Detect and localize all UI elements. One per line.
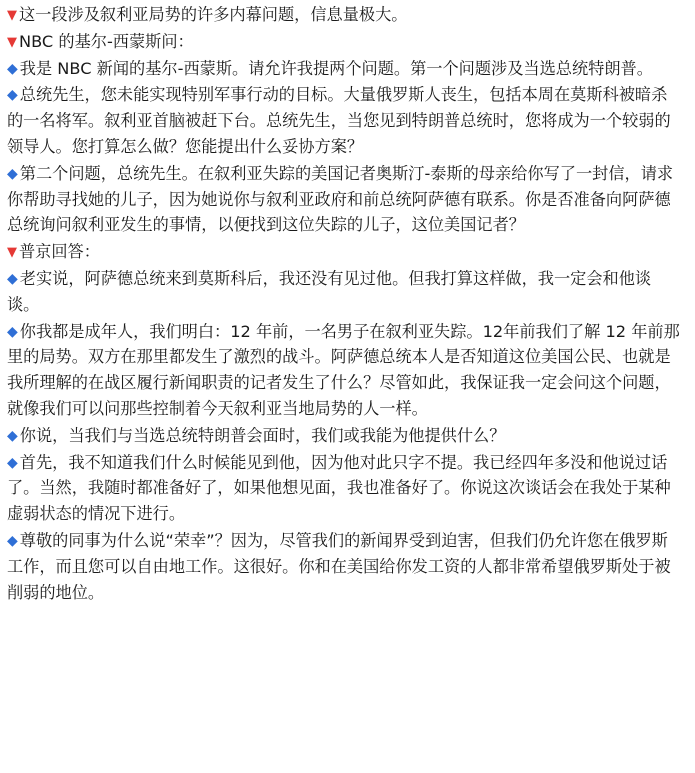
- paragraph-answer-5: [7, 528, 683, 605]
- paragraph-question-2: [7, 82, 683, 159]
- paragraph-text: 你说，当我们与当选总统特朗普会面时，我们或我能为他提供什么？: [19, 425, 506, 445]
- blue-diamond-icon: ◆: [7, 270, 18, 287]
- paragraph-text: 普京回答：: [19, 242, 100, 262]
- paragraph-intro: [7, 2, 683, 28]
- paragraph-question-3: [7, 161, 683, 238]
- paragraph-answer-heading: [7, 239, 683, 265]
- paragraph-text: 首先，我不知道我们什么时候能见到他，因为他对此只字不提。我已经四年多没和他说过话了。当然，我随时都准备好了，如果他想见面，我也准备好了。你说这次谈话会在我处于某种虚弱状态的情况下进行。: [7, 452, 671, 524]
- blue-diamond-icon: ◆: [7, 87, 18, 104]
- blue-diamond-icon: ◆: [7, 165, 18, 182]
- blue-diamond-icon: ◆: [7, 323, 18, 340]
- paragraph-text: 总统先生，您未能实现特别军事行动的目标。大量俄罗斯人丧生，包括本周在莫斯科被暗杀的一名将军。叙利亚首脑被赶下台。总统先生，当您见到特朗普总统时，您将成为一个较弱的领导人。您打算怎么做？您能提出什么妥协方案？: [7, 85, 671, 156]
- blue-diamond-icon: ◆: [7, 454, 18, 471]
- blue-diamond-icon: ◆: [7, 427, 18, 444]
- paragraph-answer-2: [7, 319, 683, 422]
- paragraph-answer-3: [7, 423, 683, 449]
- paragraph-text: 老实说，阿萨德总统来到莫斯科后，我还没有见过他。但我打算这样做，我一定会和他谈谈。: [7, 268, 652, 314]
- paragraph-text: 第二个问题，总统先生。在叙利亚失踪的美国记者奥斯汀-泰斯的母亲给你写了一封信，请求你帮助寻找她的儿子，因为她说你与叙利亚政府和前总统阿萨德有联系。你是否准备向阿萨德总统询问叙利亚发生的事情，以便找到这位失踪的儿子，这位美国记者？: [7, 163, 674, 235]
- red-triangle-down-icon: ▼: [7, 34, 17, 50]
- paragraph-text: 我是 NBC 新闻的基尔-西蒙斯。请允许我提两个问题。第一个问题涉及当选总统特朗普。: [19, 58, 653, 78]
- blue-diamond-icon: ◆: [7, 60, 18, 77]
- red-triangle-down-icon: ▼: [7, 245, 17, 261]
- paragraph-answer-4: [7, 450, 683, 527]
- paragraph-text: 这一段涉及叙利亚局势的许多内幕问题，信息量极大。: [19, 5, 408, 24]
- paragraph-text: 你我都是成年人，我们明白：12 年前，一名男子在叙利亚失踪。12年前我们了解 12 年前那里的局势。双方在那里都发生了激烈的战斗。阿萨德总统本人是否知道这位美国公民、也就是我所理解的在战区履行新闻职责的记者发生了什么？尽管如此，我保证我一定会问这个问题，就像我们可以问那些控制着今天叙利亚当地局势的人一样。: [7, 321, 680, 418]
- paragraph-question-heading: [7, 29, 683, 55]
- red-triangle-down-icon: ▼: [7, 8, 17, 23]
- paragraph-text: NBC 的基尔-西蒙斯问：: [19, 31, 194, 51]
- paragraph-question-1: [7, 56, 683, 82]
- blue-diamond-icon: ◆: [7, 532, 18, 549]
- paragraph-answer-1: [7, 266, 683, 318]
- paragraph-text: 尊敬的同事为什么说“荣幸”？因为，尽管我们的新闻界受到迫害，但我们仍允许您在俄罗斯工作，而且您可以自由地工作。这很好。你和在美国给你发工资的人都非常希望俄罗斯处于被削弱的地位。: [7, 530, 671, 602]
